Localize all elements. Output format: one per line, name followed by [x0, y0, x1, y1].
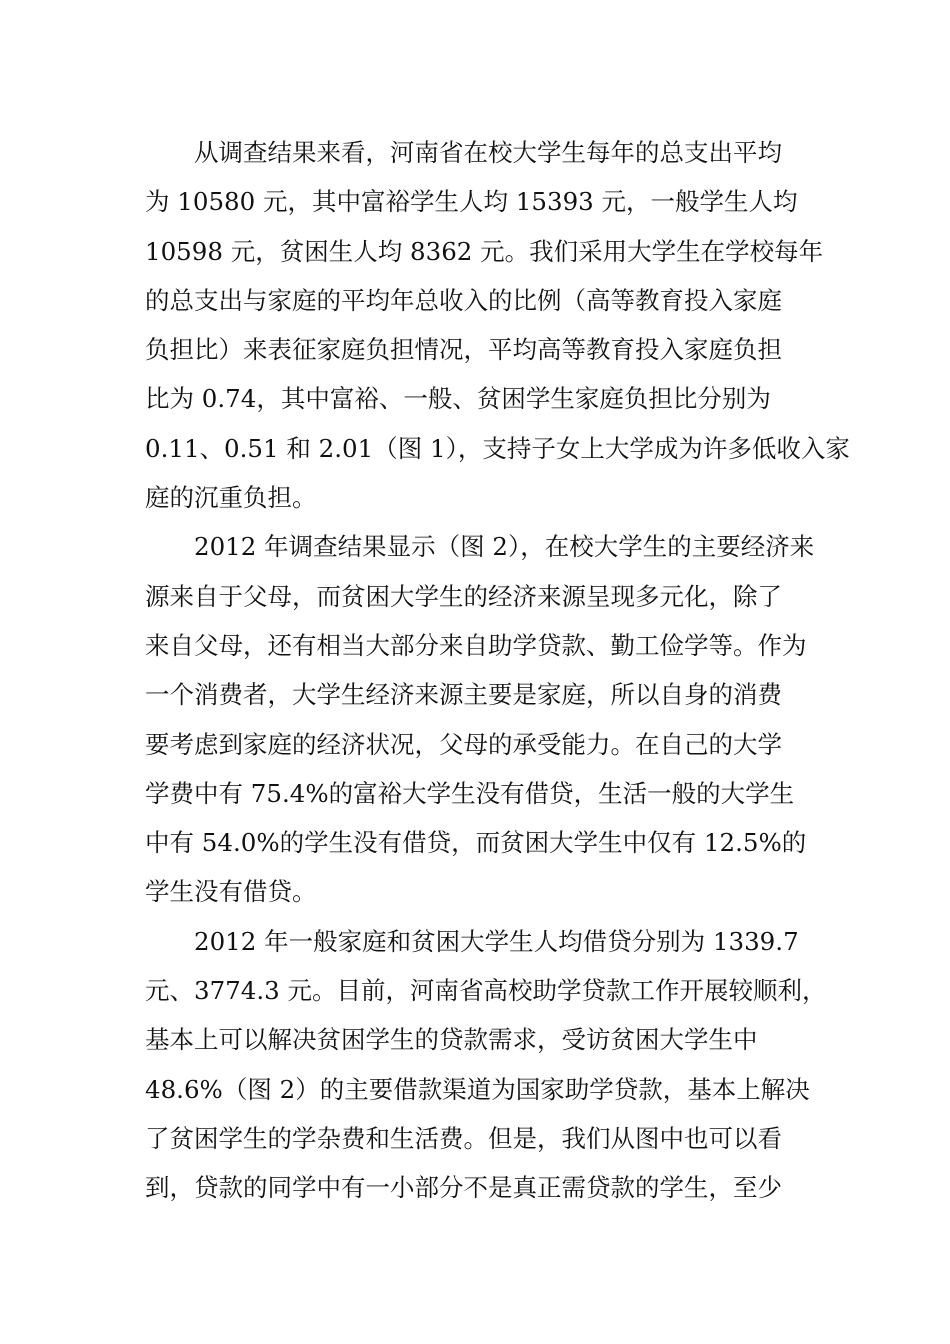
paragraph-1-line-8: 庭的沉重负担。	[145, 483, 317, 513]
paragraph-3-line-1: 2012 年一般家庭和贫困大学生人均借贷分别为 1339.7	[194, 926, 799, 956]
paragraph-3-line-3: 基本上可以解决贫困学生的贷款需求，受访贫困大学生中	[145, 1025, 758, 1055]
paragraph-2-line-5: 要考虑到家庭的经济状况，父母的承受能力。在自己的大学	[145, 729, 782, 759]
paragraph-1-line-1: 从调查结果来看，河南省在校大学生每年的总支出平均	[194, 138, 782, 167]
paragraph-3-line-5: 了贫困学生的学杂费和生活费。但是，我们从图中也可以看	[145, 1123, 782, 1153]
paragraph-2-line-4: 一个消费者，大学生经济来源主要是家庭，所以自身的消费	[145, 680, 782, 710]
paragraph-1-line-7: 0.11、0.51 和 2.01（图 1），支持子女上大学成为许多低收入家	[145, 433, 850, 463]
paragraph-1-line-3: 10598 元，贫困生人均 8362 元。我们采用大学生在学校每年	[145, 236, 824, 266]
paragraph-1-line-2: 为 10580 元，其中富裕学生人均 15393 元，一般学生人均	[145, 187, 798, 217]
paragraph-2-line-8: 学生没有借贷。	[145, 877, 317, 907]
paragraph-2-line-1: 2012 年调查结果显示（图 2），在校大学生的主要经济来	[194, 532, 815, 562]
paragraph-2-line-7: 中有 54.0%的学生没有借贷，而贫困大学生中仅有 12.5%的	[145, 828, 807, 858]
paragraph-3-line-4: 48.6%（图 2）的主要借款渠道为国家助学贷款，基本上解决	[145, 1074, 810, 1104]
paragraph-2-line-6: 学费中有 75.4%的富裕大学生没有借贷，生活一般的大学生	[145, 778, 795, 808]
document-body	[145, 128, 850, 1213]
paragraph-2-line-3: 来自父母，还有相当大部分来自助学贷款、勤工俭学等。作为	[145, 630, 807, 660]
paragraph-1-line-5: 负担比）来表征家庭负担情况，平均高等教育投入家庭负担	[145, 335, 782, 365]
paragraph-1-line-6: 比为 0.74，其中富裕、一般、贫困学生家庭负担比分别为	[145, 384, 771, 414]
paragraph-1-line-4: 的总支出与家庭的平均年总收入的比例（高等教育投入家庭	[145, 285, 782, 315]
paragraph-3-line-6: 到，贷款的同学中有一小部分不是真正需贷款的学生，至少	[145, 1173, 782, 1203]
paragraph-2-line-2: 源来自于父母，而贫困大学生的经济来源呈现多元化，除了	[145, 581, 782, 611]
paragraph-3-line-2: 元、3774.3 元。目前，河南省高校助学贷款工作开展较顺利，	[145, 976, 827, 1006]
